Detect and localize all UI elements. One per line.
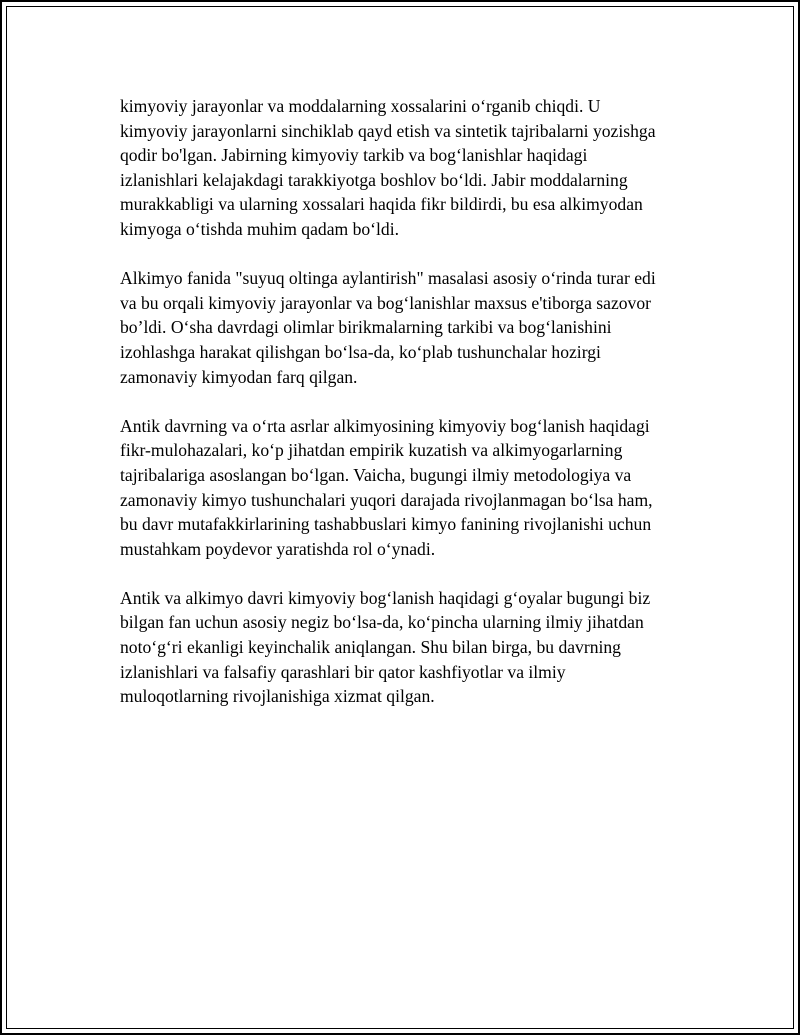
paragraph-3 <box>120 414 700 562</box>
text-line: Antik davrning va o‘rta asrlar alkimyosining kimyoviy bog‘lanish haqidagi <box>120 415 650 436</box>
text-line: kimyoga o‘tishda muhim qadam bo‘ldi. <box>120 218 400 239</box>
paragraph-2 <box>120 266 700 389</box>
text-line: izlanishlari va falsafiy qarashlari bir qator kashfiyotlar va ilmiy <box>120 661 566 682</box>
text-line: murakkabligi va ularning xossalari haqida fikr bildirdi, bu esa alkimyodan <box>120 194 643 215</box>
text-line: izohlashga harakat qilishgan bo‘lsa-da, ko‘plab tushunchalar hozirgi <box>120 341 601 362</box>
text-line: tajribalariga asoslangan bo‘lgan. Vaicha, bugungi ilmiy metodologiya va <box>120 464 632 485</box>
text-line: kimyoviy jarayonlarni sinchiklab qayd etish va sintetik tajribalarni yozishga <box>120 120 656 141</box>
text-line: qodir bo'lgan. Jabirning kimyoviy tarkib va bog‘lanishlar haqidagi <box>120 145 588 166</box>
text-line: izlanishlari kelajakdagi tarakkiyotga boshlov bo‘ldi. Jabir moddalarning <box>120 169 628 190</box>
text-line: bu davr mutafakkirlarining tashabbuslari kimyo fanining rivojlanishi uchun <box>120 514 652 535</box>
text-line: Alkimyo fanida "suyuq oltinga aylantirish" masalasi asosiy o‘rinda turar edi <box>120 268 656 289</box>
text-line: Antik va alkimyo davri kimyoviy bog‘lanish haqidagi g‘oyalar bugungi biz <box>120 587 651 608</box>
text-line: kimyoviy jarayonlar va moddalarning xossalarini o‘rganib chiqdi. U <box>120 96 601 116</box>
text-line: mustahkam poydevor yaratishda rol o‘ynadi. <box>120 538 436 559</box>
text-line: noto‘g‘ri ekanligi keyinchalik aniqlangan. Shu bilan birga, bu davrning <box>120 637 621 658</box>
document-body <box>120 94 700 733</box>
paragraph-4 <box>120 586 700 709</box>
text-line: zamonaviy kimyodan farq qilgan. <box>120 366 358 387</box>
text-line: bilgan fan uchun asosiy negiz bo‘lsa-da, ko‘pincha ularning ilmiy jihatdan <box>120 612 644 633</box>
text-line: fikr-mulohazalari, ko‘p jihatdan empirik kuzatish va alkimyogarlarning <box>120 440 623 461</box>
text-line: bo’ldi. O‘sha davrdagi olimlar birikmalarning tarkibi va bog‘lanishini <box>120 317 612 338</box>
text-line: muloqotlarning rivojlanishiga xizmat qilgan. <box>120 686 435 707</box>
text-line: va bu orqali kimyoviy jarayonlar va bog‘lanishlar maxsus e'tiborga sazovor <box>120 292 652 313</box>
paragraph-1 <box>120 94 700 242</box>
text-line: zamonaviy kimyo tushunchalari yuqori darajada rivojlanmagan bo‘lsa ham, <box>120 489 653 510</box>
